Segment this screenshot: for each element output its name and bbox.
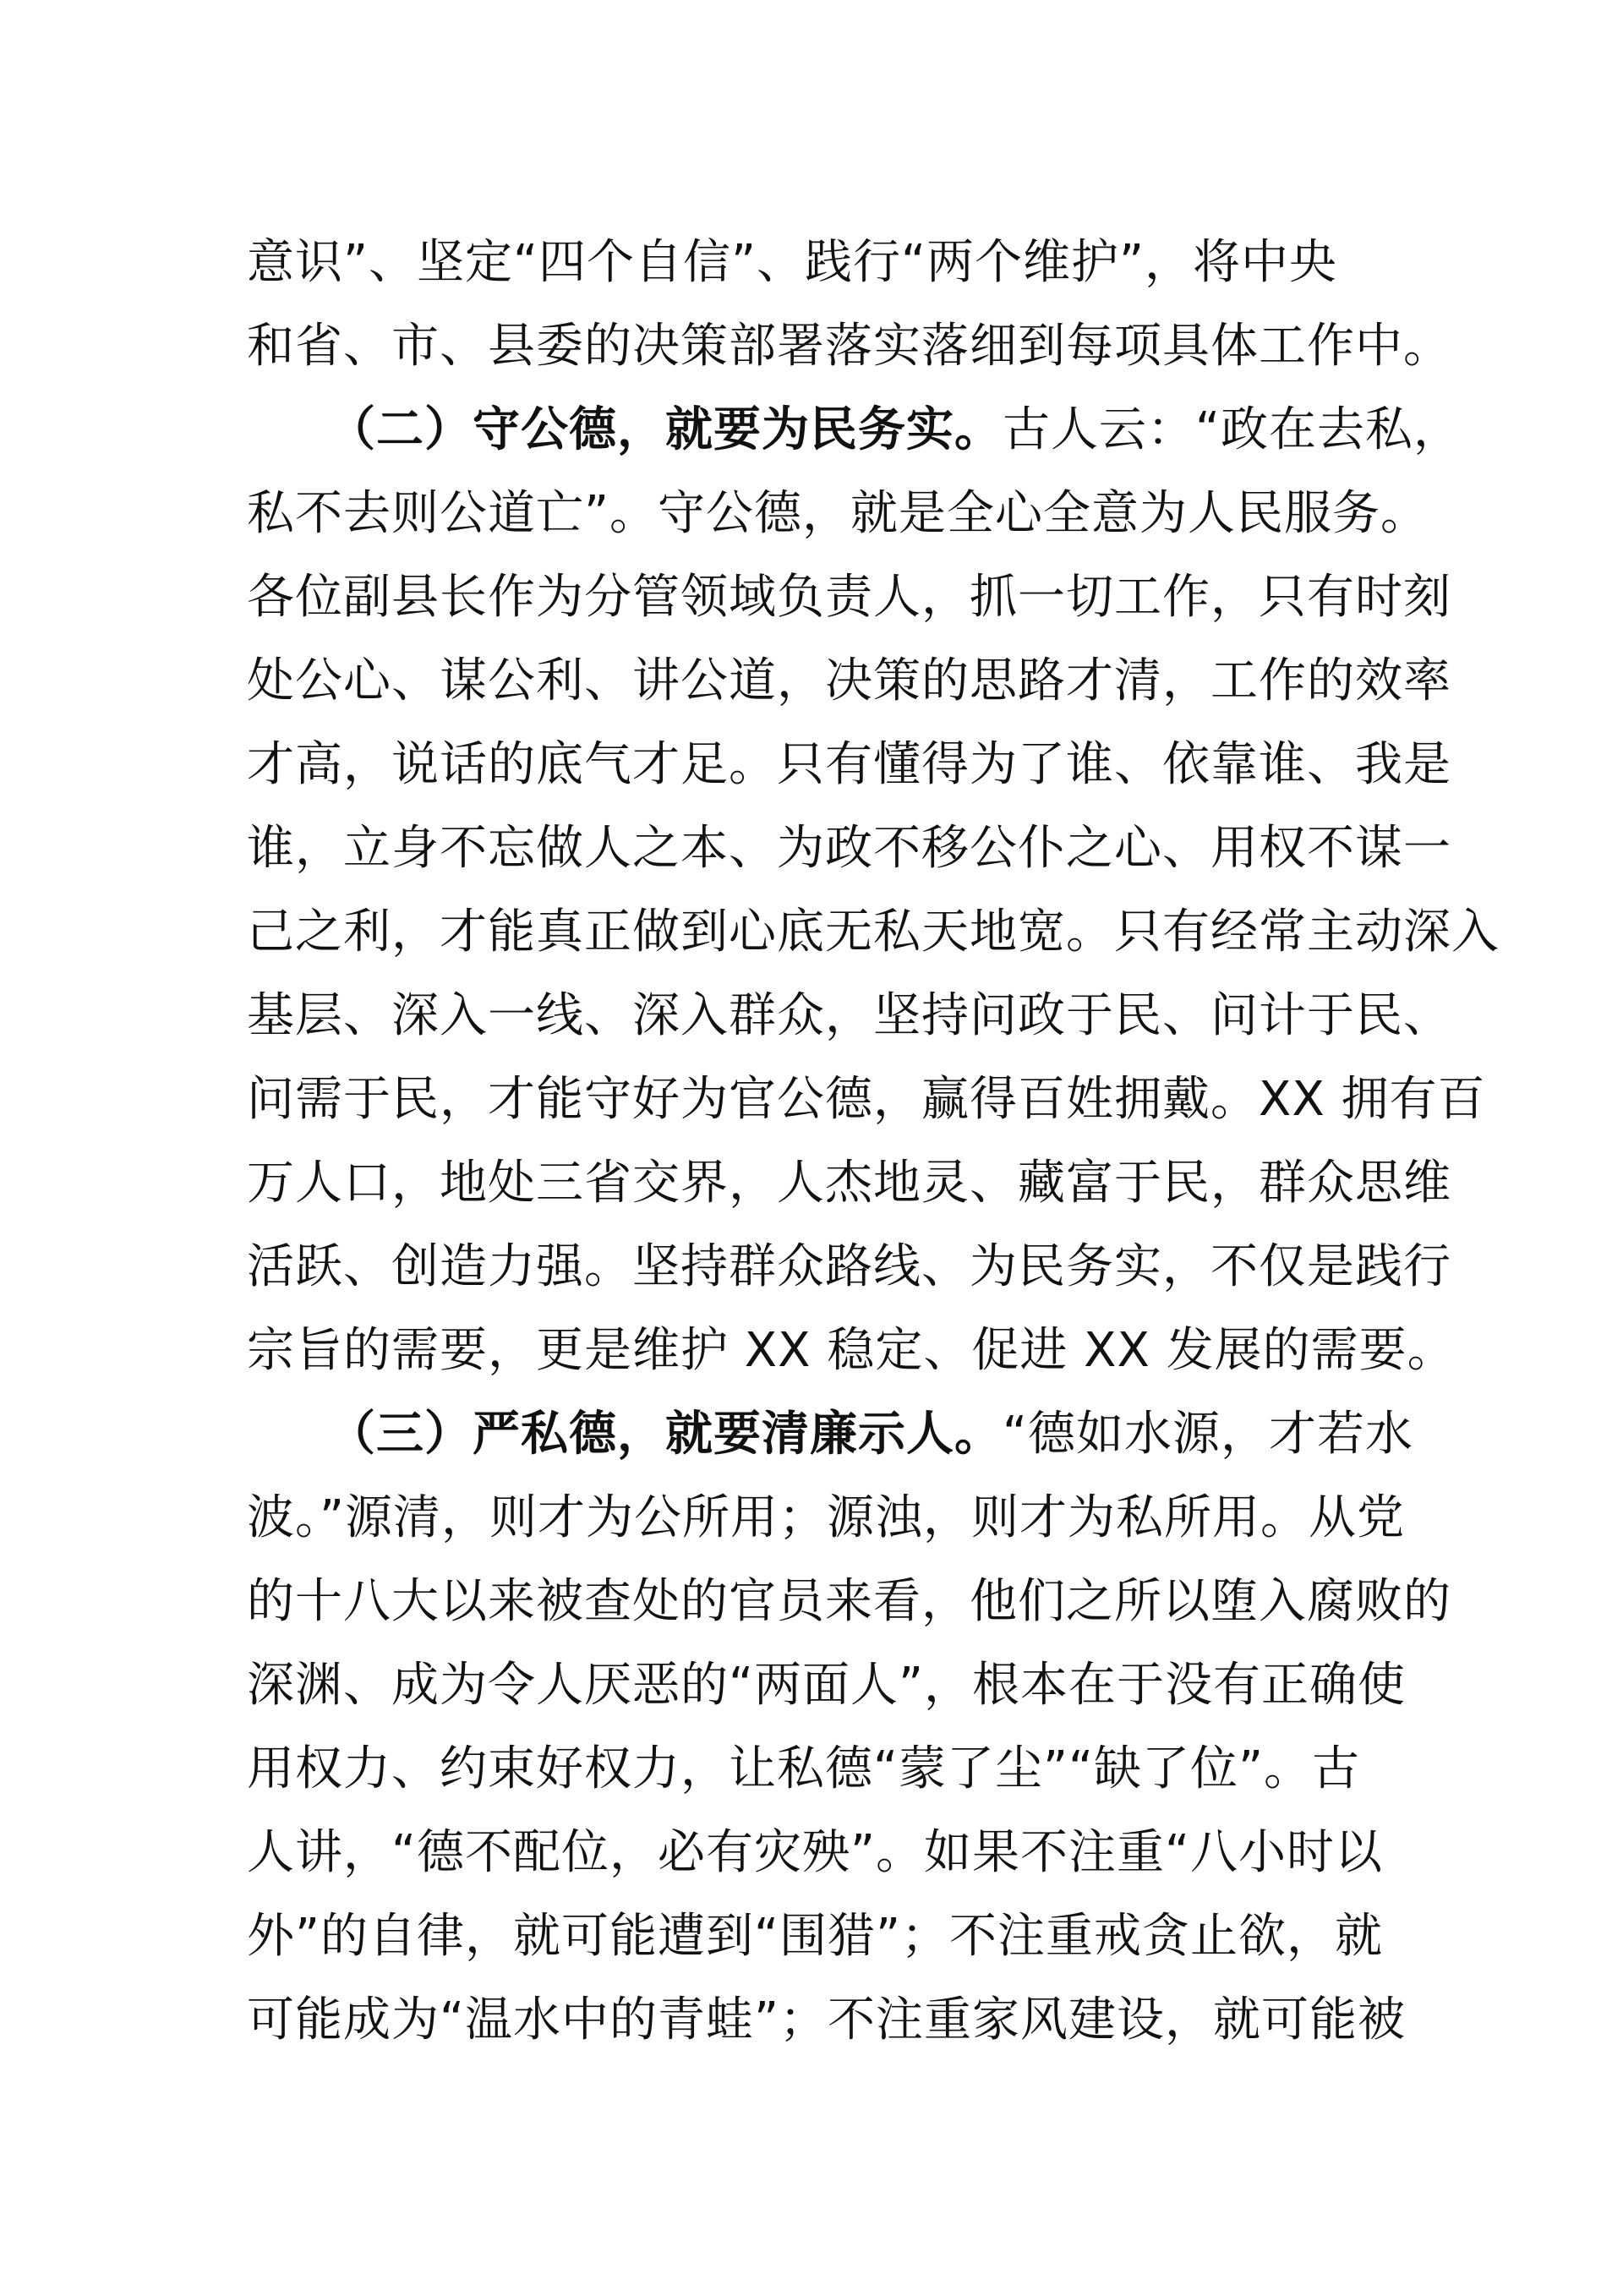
body-line: 外”的自律，就可能遭到“围猎”；不注重戒贪止欲，就 [247,1909,1384,1964]
section-heading-line [328,1392,1478,1477]
body-line: 活跃、创造力强。坚持群众路线、为民务实，不仅是践行 [247,1239,1451,1294]
body-line: 可能成为“温水中的青蛙”；不注重家风建设，就可能被 [247,1993,1407,2047]
section-heading-line [328,388,1478,473]
body-line: 私不去则公道亡”。守公德，就是全心全意为人民服务。 [247,486,1429,541]
body-line: 基层、深入一线、深入群众，坚持问政于民、问计于民、 [247,988,1451,1043]
section-heading: （三）严私德，就要清廉示人。 [328,1407,1003,1462]
body-line: 意识”、坚定“四个自信”、践行“两个维护”，将中央 [247,235,1338,290]
body-line: 和省、市、县委的决策部署落实落细到每项具体工作中。 [247,319,1451,374]
body-line: 波。”源清，则才为公所用；源浊，则才为私所用。从党 [247,1490,1406,1545]
section-heading-text: 古人云：“政在去私， [1003,402,1462,457]
body-line: 问需于民，才能守好为官公德，赢得百姓拥戴。XX 拥有百 [247,1072,1486,1127]
body-line: 宗旨的需要，更是维护 XX 稳定、促进 XX 发展的需要。 [247,1323,1456,1378]
body-line: 人讲，“德不配位，必有灾殃”。如果不注重“八小时以 [247,1825,1384,1880]
body-line: 己之利，才能真正做到心底无私天地宽。只有经常主动深入 [247,905,1500,959]
body-line: 的十八大以来被查处的官员来看，他们之所以堕入腐败的 [247,1574,1451,1629]
section-heading-text: “德如水源，才若水 [1003,1407,1414,1462]
body-line: 深渊、成为令人厌恶的“两面人”，根本在于没有正确使 [247,1658,1407,1713]
body-line: 用权力、约束好权力，让私德“蒙了尘”“缺了位”。古 [247,1741,1361,1796]
body-line: 处公心、谋公利、讲公道，决策的思路才清，工作的效率 [247,653,1451,708]
body-line: 谁，立身不忘做人之本、为政不移公仆之心、用权不谋一 [247,821,1451,876]
section-heading: （二）守公德，就要为民务实。 [328,402,1003,457]
body-line: 才高，说话的底气才足。只有懂得为了谁、依靠谁、我是 [247,737,1451,792]
body-line: 万人口，地处三省交界，人杰地灵、藏富于民，群众思维 [247,1156,1451,1211]
body-line: 各位副县长作为分管领域负责人，抓一切工作，只有时刻 [247,570,1451,625]
